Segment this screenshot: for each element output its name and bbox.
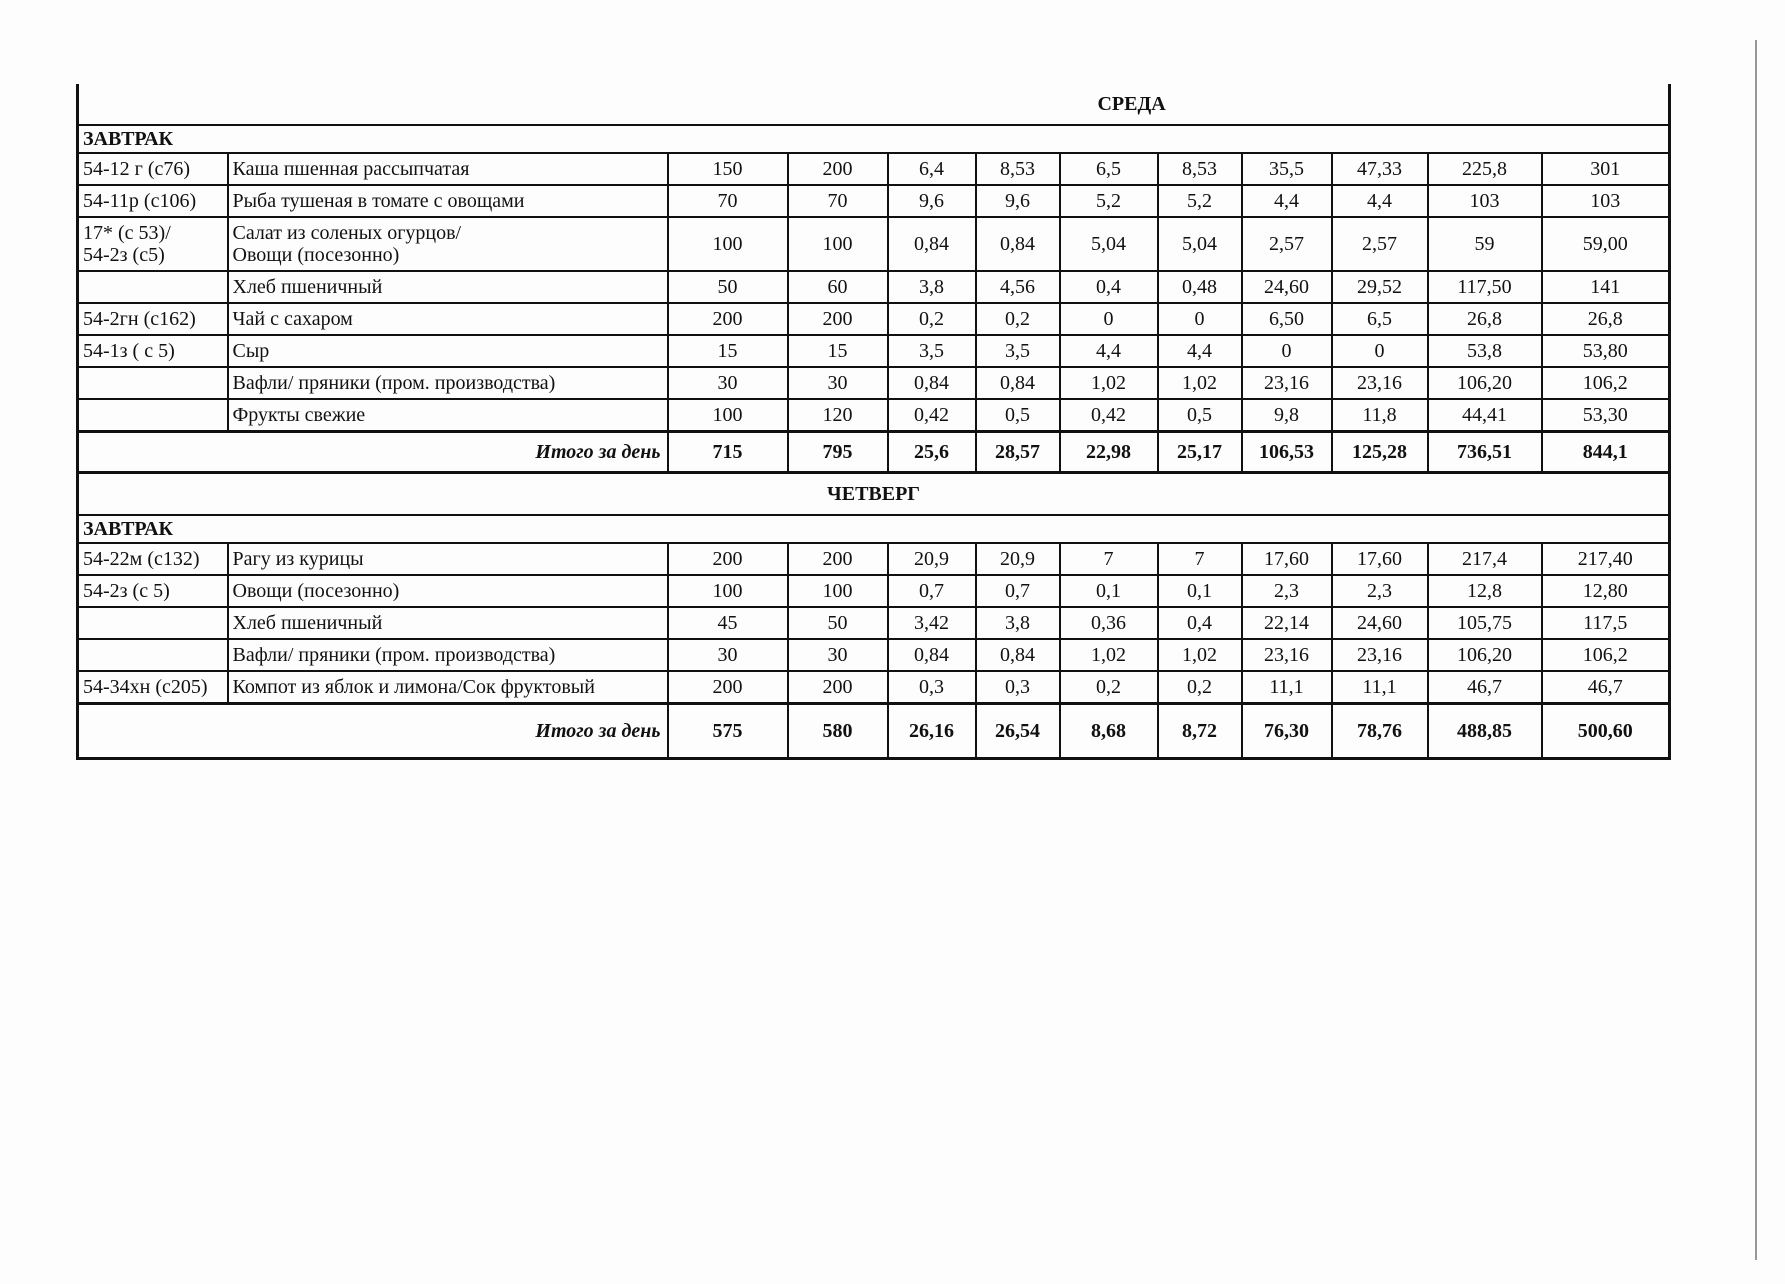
meal-title-row: [78, 515, 1670, 543]
value-cell: 9,6: [976, 185, 1060, 217]
dish-name: Рагу из курицы: [228, 543, 668, 575]
value-cell: 0,7: [976, 575, 1060, 607]
value-cell: 17,60: [1242, 543, 1332, 575]
value-cell: 4,56: [976, 271, 1060, 303]
value-cell: 0,84: [976, 367, 1060, 399]
value-cell: 15: [788, 335, 888, 367]
value-cell: 5,2: [1158, 185, 1242, 217]
table-row: [78, 153, 1670, 185]
value-cell: 0,1: [1158, 575, 1242, 607]
dish-name: Хлеб пшеничный: [228, 607, 668, 639]
value-cell: 120: [788, 399, 888, 432]
recipe-code: 17* (с 53)/ 54-2з (с5): [78, 217, 228, 271]
menu-table-body: [78, 84, 1670, 759]
value-cell: 0,42: [888, 399, 976, 432]
value-cell: 0,2: [1158, 671, 1242, 704]
value-cell: 35,5: [1242, 153, 1332, 185]
value-cell: 0: [1242, 335, 1332, 367]
total-value: 26,54: [976, 704, 1060, 759]
value-cell: 117,50: [1428, 271, 1542, 303]
value-cell: 6,5: [1060, 153, 1158, 185]
day-title: СРЕДА: [78, 84, 1670, 125]
meal-title: ЗАВТРАК: [78, 515, 1670, 543]
total-value: 8,72: [1158, 704, 1242, 759]
value-cell: 106,20: [1428, 639, 1542, 671]
value-cell: 44,41: [1428, 399, 1542, 432]
value-cell: 3,42: [888, 607, 976, 639]
value-cell: 2,3: [1332, 575, 1428, 607]
table-row: [78, 543, 1670, 575]
table-row: [78, 335, 1670, 367]
total-label: Итого за день: [78, 704, 668, 759]
value-cell: 12,80: [1542, 575, 1670, 607]
meal-title: ЗАВТРАК: [78, 125, 1670, 153]
dish-name: Овощи (посезонно): [228, 575, 668, 607]
day-title-row: [78, 84, 1670, 125]
value-cell: 0,2: [1060, 671, 1158, 704]
total-value: 500,60: [1542, 704, 1670, 759]
value-cell: 15: [668, 335, 788, 367]
value-cell: 0,42: [1060, 399, 1158, 432]
value-cell: 301: [1542, 153, 1670, 185]
menu-table: [76, 84, 1671, 760]
recipe-code: [78, 271, 228, 303]
value-cell: 11,1: [1242, 671, 1332, 704]
recipe-code: 54-12 г (с76): [78, 153, 228, 185]
total-value: 25,17: [1158, 432, 1242, 473]
value-cell: 70: [788, 185, 888, 217]
value-cell: 200: [788, 153, 888, 185]
recipe-code: 54-1з ( с 5): [78, 335, 228, 367]
value-cell: 1,02: [1158, 367, 1242, 399]
value-cell: 17,60: [1332, 543, 1428, 575]
value-cell: 12,8: [1428, 575, 1542, 607]
value-cell: 100: [668, 399, 788, 432]
total-value: 575: [668, 704, 788, 759]
table-row: [78, 607, 1670, 639]
recipe-code: [78, 639, 228, 671]
dish-name: Рыба тушеная в томате с овощами: [228, 185, 668, 217]
value-cell: 30: [668, 367, 788, 399]
value-cell: 0,84: [976, 639, 1060, 671]
value-cell: 150: [668, 153, 788, 185]
value-cell: 7: [1158, 543, 1242, 575]
value-cell: 0,2: [888, 303, 976, 335]
value-cell: 60: [788, 271, 888, 303]
recipe-code: 54-22м (с132): [78, 543, 228, 575]
value-cell: 3,5: [888, 335, 976, 367]
value-cell: 23,16: [1242, 639, 1332, 671]
recipe-code: 54-2з (с 5): [78, 575, 228, 607]
total-value: 736,51: [1428, 432, 1542, 473]
total-row: [78, 704, 1670, 759]
value-cell: 200: [788, 671, 888, 704]
scan-edge-line: [1755, 40, 1757, 1260]
recipe-code: 54-2гн (с162): [78, 303, 228, 335]
value-cell: 0: [1060, 303, 1158, 335]
table-row: [78, 671, 1670, 704]
value-cell: 30: [788, 639, 888, 671]
total-value: 580: [788, 704, 888, 759]
table-row: [78, 303, 1670, 335]
value-cell: 24,60: [1242, 271, 1332, 303]
table-row: [78, 271, 1670, 303]
value-cell: 2,57: [1242, 217, 1332, 271]
total-value: 25,6: [888, 432, 976, 473]
dish-name: Вафли/ пряники (пром. производства): [228, 367, 668, 399]
value-cell: 100: [788, 217, 888, 271]
value-cell: 59,00: [1542, 217, 1670, 271]
value-cell: 26,8: [1428, 303, 1542, 335]
value-cell: 100: [668, 575, 788, 607]
total-value: 78,76: [1332, 704, 1428, 759]
value-cell: 24,60: [1332, 607, 1428, 639]
value-cell: 20,9: [888, 543, 976, 575]
value-cell: 1,02: [1060, 639, 1158, 671]
value-cell: 4,4: [1242, 185, 1332, 217]
value-cell: 4,4: [1332, 185, 1428, 217]
value-cell: 46,7: [1428, 671, 1542, 704]
total-value: 28,57: [976, 432, 1060, 473]
table-row: [78, 399, 1670, 432]
value-cell: 26,8: [1542, 303, 1670, 335]
value-cell: 9,8: [1242, 399, 1332, 432]
value-cell: 225,8: [1428, 153, 1542, 185]
value-cell: 0,5: [1158, 399, 1242, 432]
value-cell: 50: [668, 271, 788, 303]
value-cell: 3,5: [976, 335, 1060, 367]
day-title: ЧЕТВЕРГ: [78, 473, 1670, 516]
value-cell: 53,8: [1428, 335, 1542, 367]
value-cell: 105,75: [1428, 607, 1542, 639]
value-cell: 20,9: [976, 543, 1060, 575]
dish-name: Компот из яблок и лимона/Сок фруктовый: [228, 671, 668, 704]
dish-name: Каша пшенная рассыпчатая: [228, 153, 668, 185]
total-row: [78, 432, 1670, 473]
dish-name: Сыр: [228, 335, 668, 367]
value-cell: 30: [788, 367, 888, 399]
dish-name: Вафли/ пряники (пром. производства): [228, 639, 668, 671]
table-row: [78, 367, 1670, 399]
value-cell: 0,5: [976, 399, 1060, 432]
value-cell: 2,57: [1332, 217, 1428, 271]
value-cell: 0,84: [888, 217, 976, 271]
total-value: 795: [788, 432, 888, 473]
value-cell: 106,2: [1542, 639, 1670, 671]
value-cell: 6,50: [1242, 303, 1332, 335]
value-cell: 23,16: [1332, 367, 1428, 399]
dish-name: Хлеб пшеничный: [228, 271, 668, 303]
value-cell: 0,3: [976, 671, 1060, 704]
dish-name: Фрукты свежие: [228, 399, 668, 432]
value-cell: 0,2: [976, 303, 1060, 335]
value-cell: 45: [668, 607, 788, 639]
table-row: [78, 185, 1670, 217]
day-title-row: [78, 473, 1670, 516]
value-cell: 0,48: [1158, 271, 1242, 303]
value-cell: 217,4: [1428, 543, 1542, 575]
value-cell: 106,20: [1428, 367, 1542, 399]
total-value: 26,16: [888, 704, 976, 759]
value-cell: 0,4: [1158, 607, 1242, 639]
value-cell: 217,40: [1542, 543, 1670, 575]
total-value: 22,98: [1060, 432, 1158, 473]
value-cell: 8,53: [1158, 153, 1242, 185]
value-cell: 1,02: [1060, 367, 1158, 399]
recipe-code: [78, 607, 228, 639]
total-value: 715: [668, 432, 788, 473]
value-cell: 4,4: [1060, 335, 1158, 367]
value-cell: 3,8: [888, 271, 976, 303]
value-cell: 53,80: [1542, 335, 1670, 367]
value-cell: 1,02: [1158, 639, 1242, 671]
value-cell: 0: [1158, 303, 1242, 335]
value-cell: 6,5: [1332, 303, 1428, 335]
value-cell: 59: [1428, 217, 1542, 271]
value-cell: 5,04: [1158, 217, 1242, 271]
value-cell: 5,04: [1060, 217, 1158, 271]
table-row: [78, 575, 1670, 607]
value-cell: 8,53: [976, 153, 1060, 185]
recipe-code: [78, 399, 228, 432]
total-value: 844,1: [1542, 432, 1670, 473]
value-cell: 100: [668, 217, 788, 271]
total-value: 8,68: [1060, 704, 1158, 759]
value-cell: 0,1: [1060, 575, 1158, 607]
value-cell: 0,7: [888, 575, 976, 607]
value-cell: 103: [1428, 185, 1542, 217]
value-cell: 0,84: [976, 217, 1060, 271]
value-cell: 6,4: [888, 153, 976, 185]
value-cell: 70: [668, 185, 788, 217]
recipe-code: 54-34хн (с205): [78, 671, 228, 704]
dish-name: Салат из соленых огурцов/ Овощи (посезонно): [228, 217, 668, 271]
value-cell: 9,6: [888, 185, 976, 217]
value-cell: 22,14: [1242, 607, 1332, 639]
value-cell: 11,8: [1332, 399, 1428, 432]
value-cell: 200: [668, 543, 788, 575]
value-cell: 29,52: [1332, 271, 1428, 303]
value-cell: 0,84: [888, 639, 976, 671]
recipe-code: 54-11р (с106): [78, 185, 228, 217]
value-cell: 200: [668, 303, 788, 335]
value-cell: 3,8: [976, 607, 1060, 639]
value-cell: 53,30: [1542, 399, 1670, 432]
total-label: Итого за день: [78, 432, 668, 473]
value-cell: 30: [668, 639, 788, 671]
value-cell: 200: [668, 671, 788, 704]
value-cell: 50: [788, 607, 888, 639]
value-cell: 0,36: [1060, 607, 1158, 639]
value-cell: 200: [788, 543, 888, 575]
total-value: 125,28: [1332, 432, 1428, 473]
value-cell: 2,3: [1242, 575, 1332, 607]
meal-title-row: [78, 125, 1670, 153]
value-cell: 0,3: [888, 671, 976, 704]
value-cell: 46,7: [1542, 671, 1670, 704]
value-cell: 0,84: [888, 367, 976, 399]
total-value: 106,53: [1242, 432, 1332, 473]
value-cell: 0: [1332, 335, 1428, 367]
value-cell: 141: [1542, 271, 1670, 303]
recipe-code: [78, 367, 228, 399]
value-cell: 100: [788, 575, 888, 607]
value-cell: 11,1: [1332, 671, 1428, 704]
value-cell: 103: [1542, 185, 1670, 217]
value-cell: 117,5: [1542, 607, 1670, 639]
value-cell: 200: [788, 303, 888, 335]
value-cell: 4,4: [1158, 335, 1242, 367]
total-value: 488,85: [1428, 704, 1542, 759]
value-cell: 0,4: [1060, 271, 1158, 303]
value-cell: 23,16: [1332, 639, 1428, 671]
total-value: 76,30: [1242, 704, 1332, 759]
value-cell: 23,16: [1242, 367, 1332, 399]
table-row: [78, 639, 1670, 671]
table-row: [78, 217, 1670, 271]
value-cell: 47,33: [1332, 153, 1428, 185]
value-cell: 5,2: [1060, 185, 1158, 217]
dish-name: Чай с сахаром: [228, 303, 668, 335]
value-cell: 106,2: [1542, 367, 1670, 399]
value-cell: 7: [1060, 543, 1158, 575]
